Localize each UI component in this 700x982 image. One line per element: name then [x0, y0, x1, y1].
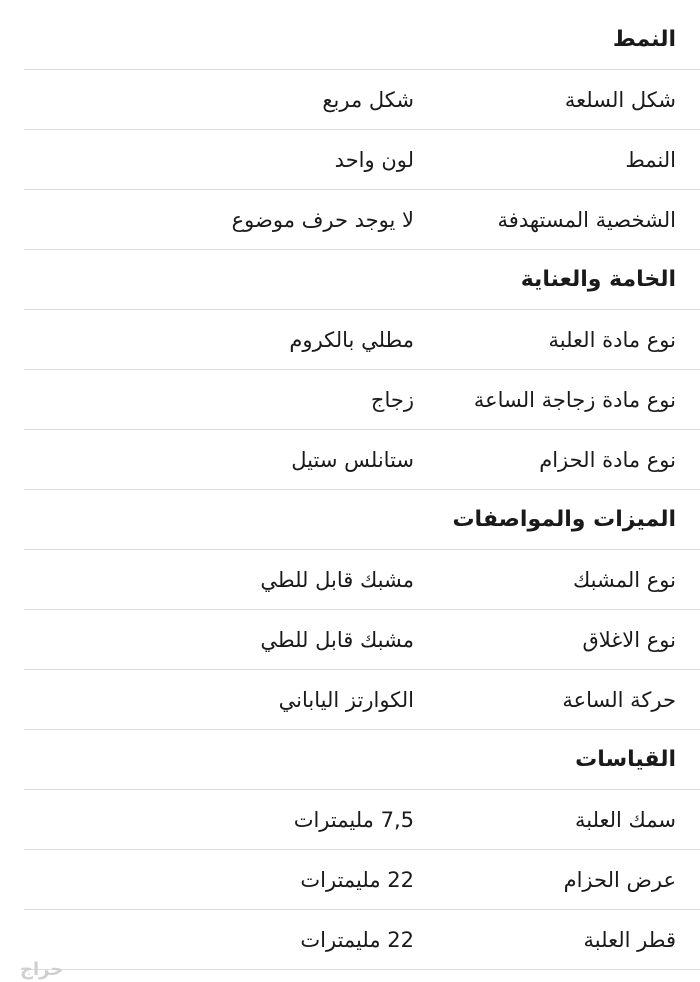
section-title-measurements: القياسات: [24, 730, 700, 790]
spec-label: نوع المشبك: [572, 567, 676, 592]
spec-value: لون واحد: [334, 147, 414, 172]
spec-label: سمك العلبة: [574, 807, 676, 832]
section-title-material-care: الخامة والعناية: [24, 250, 700, 310]
spec-label: حركة الساعة: [562, 687, 676, 712]
spec-row-case-material: [24, 310, 700, 370]
spec-label: نوع الاغلاق: [582, 627, 676, 652]
spec-row-clasp-type: [24, 550, 700, 610]
spec-label: شكل السلعة: [564, 87, 676, 112]
spec-row-glass-material: [24, 370, 700, 430]
spec-value: مطلي بالكروم: [289, 327, 414, 352]
spec-value: مشبك قابل للطي: [260, 567, 414, 592]
spec-row-closure-type: [24, 610, 700, 670]
spec-label: قطر العلبة: [583, 927, 676, 952]
section-title-style: النمط: [24, 10, 700, 70]
spec-value: لا يوجد حرف موضوع: [231, 207, 414, 232]
spec-value: 22 مليمترات: [300, 867, 414, 892]
spec-value: ستانلس ستيل: [291, 447, 414, 472]
spec-row-case-diameter: [24, 910, 700, 970]
spec-row-target-character: [24, 190, 700, 250]
spec-sheet: [0, 10, 700, 982]
spec-row-item-shape: [24, 70, 700, 130]
spec-value: زجاج: [370, 387, 414, 412]
spec-row-band-material: [24, 430, 700, 490]
spec-row-case-thickness: [24, 790, 700, 850]
spec-value: شكل مربع: [322, 87, 414, 112]
spec-value: الكوارتز الياباني: [278, 687, 414, 712]
watermark-logo: حراج: [20, 959, 64, 980]
spec-label: النمط: [625, 147, 676, 172]
spec-row-movement: [24, 670, 700, 730]
spec-label: نوع مادة زجاجة الساعة: [473, 387, 676, 412]
spec-row-band-width: [24, 850, 700, 910]
spec-label: الشخصية المستهدفة: [497, 207, 676, 232]
spec-value: 7,5 مليمترات: [293, 807, 414, 832]
spec-value: 22 مليمترات: [300, 927, 414, 952]
spec-row-pattern: [24, 130, 700, 190]
spec-label: عرض الحزام: [563, 867, 676, 892]
spec-label: نوع مادة الحزام: [539, 447, 676, 472]
section-title-features: الميزات والمواصفات: [24, 490, 700, 550]
spec-value: مشبك قابل للطي: [260, 627, 414, 652]
spec-label: نوع مادة العلبة: [548, 327, 676, 352]
